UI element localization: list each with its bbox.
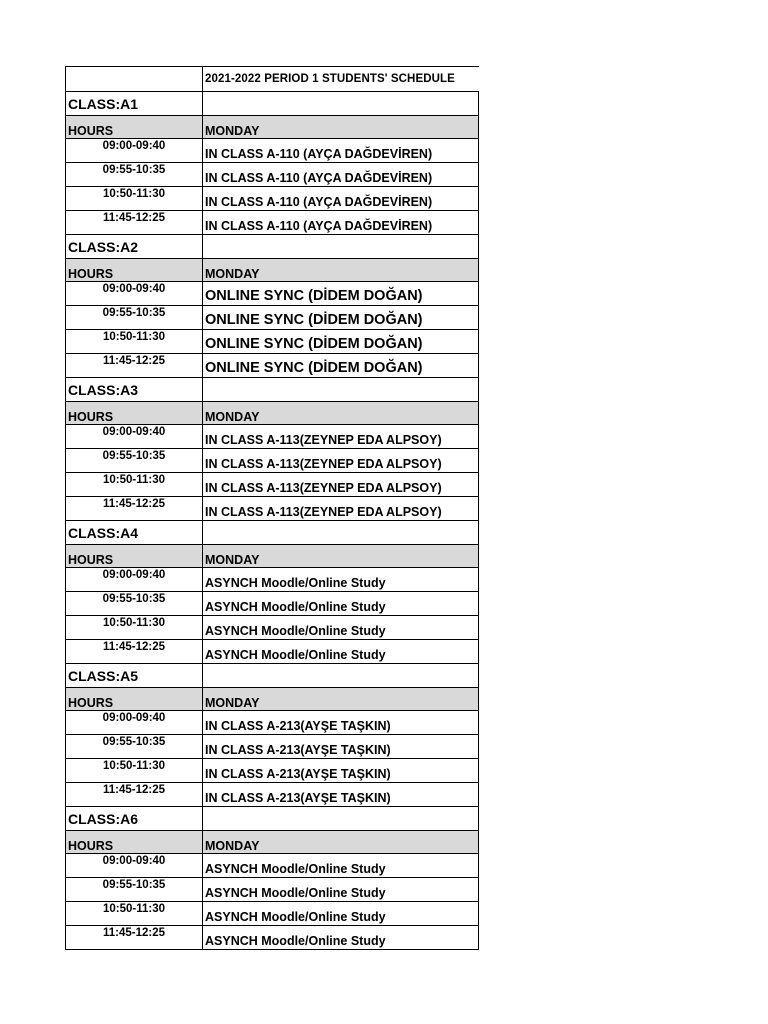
column-header-row (66, 116, 479, 139)
activity-cell: ONLINE SYNC (DİDEM DOĞAN) (203, 282, 479, 306)
activity-cell: ASYNCH Moodle/Online Study (203, 854, 479, 878)
day-header: MONDAY (203, 688, 479, 711)
table-row (66, 354, 479, 378)
table-row (66, 783, 479, 807)
activity-cell: IN CLASS A-113(ZEYNEP EDA ALPSOY) (203, 425, 479, 449)
hour-cell: 10:50-11:30 (66, 902, 203, 926)
table-row (66, 449, 479, 473)
table-row (66, 497, 479, 521)
class-label: CLASS:A2 (66, 235, 203, 259)
table-row (66, 187, 479, 211)
hour-cell: 09:55-10:35 (66, 306, 203, 330)
hour-cell: 09:00-09:40 (66, 711, 203, 735)
activity-cell: ASYNCH Moodle/Online Study (203, 640, 479, 664)
table-row (66, 759, 479, 783)
column-header-row (66, 831, 479, 854)
table-row (66, 902, 479, 926)
table-row (66, 926, 479, 950)
hour-cell: 11:45-12:25 (66, 783, 203, 807)
activity-cell: IN CLASS A-113(ZEYNEP EDA ALPSOY) (203, 497, 479, 521)
hours-header: HOURS (66, 116, 203, 139)
activity-cell: ASYNCH Moodle/Online Study (203, 592, 479, 616)
table-row (66, 640, 479, 664)
column-header-row (66, 545, 479, 568)
column-header-row (66, 259, 479, 282)
class-empty-cell (203, 92, 479, 116)
activity-cell: IN CLASS A-213(AYŞE TAŞKIN) (203, 711, 479, 735)
activity-cell: IN CLASS A-213(AYŞE TAŞKIN) (203, 735, 479, 759)
table-row (66, 163, 479, 187)
table-row (66, 878, 479, 902)
class-empty-cell (203, 521, 479, 545)
activity-cell: ONLINE SYNC (DİDEM DOĞAN) (203, 330, 479, 354)
hour-cell: 09:55-10:35 (66, 163, 203, 187)
activity-cell: ASYNCH Moodle/Online Study (203, 616, 479, 640)
class-label: CLASS:A5 (66, 664, 203, 688)
hour-cell: 09:55-10:35 (66, 878, 203, 902)
hours-header: HOURS (66, 831, 203, 854)
hour-cell: 11:45-12:25 (66, 926, 203, 950)
hour-cell: 11:45-12:25 (66, 640, 203, 664)
activity-cell: IN CLASS A-113(ZEYNEP EDA ALPSOY) (203, 449, 479, 473)
title-row (66, 67, 479, 92)
table-row (66, 473, 479, 497)
table-row (66, 306, 479, 330)
class-label: CLASS:A1 (66, 92, 203, 116)
hour-cell: 10:50-11:30 (66, 187, 203, 211)
activity-cell: ONLINE SYNC (DİDEM DOĞAN) (203, 354, 479, 378)
activity-cell: IN CLASS A-110 (AYÇA DAĞDEVİREN) (203, 187, 479, 211)
class-row (66, 378, 479, 402)
hour-cell: 11:45-12:25 (66, 211, 203, 235)
day-header: MONDAY (203, 545, 479, 568)
hour-cell: 09:00-09:40 (66, 854, 203, 878)
hour-cell: 10:50-11:30 (66, 330, 203, 354)
class-empty-cell (203, 807, 479, 831)
class-empty-cell (203, 378, 479, 402)
table-row (66, 568, 479, 592)
table-row (66, 735, 479, 759)
table-row (66, 139, 479, 163)
hours-header: HOURS (66, 545, 203, 568)
hour-cell: 09:00-09:40 (66, 425, 203, 449)
table-row (66, 425, 479, 449)
schedule-title: 2021-2022 PERIOD 1 STUDENTS' SCHEDULE (203, 67, 479, 92)
activity-cell: IN CLASS A-113(ZEYNEP EDA ALPSOY) (203, 473, 479, 497)
class-row (66, 92, 479, 116)
activity-cell: IN CLASS A-110 (AYÇA DAĞDEVİREN) (203, 211, 479, 235)
table-row (66, 711, 479, 735)
table-row (66, 592, 479, 616)
day-header: MONDAY (203, 259, 479, 282)
activity-cell: ASYNCH Moodle/Online Study (203, 926, 479, 950)
activity-cell: ASYNCH Moodle/Online Study (203, 902, 479, 926)
table-row (66, 211, 479, 235)
hour-cell: 10:50-11:30 (66, 473, 203, 497)
activity-cell: IN CLASS A-213(AYŞE TAŞKIN) (203, 759, 479, 783)
day-header: MONDAY (203, 831, 479, 854)
column-header-row (66, 402, 479, 425)
class-row (66, 521, 479, 545)
hour-cell: 09:55-10:35 (66, 735, 203, 759)
activity-cell: ONLINE SYNC (DİDEM DOĞAN) (203, 306, 479, 330)
class-label: CLASS:A4 (66, 521, 203, 545)
hour-cell: 10:50-11:30 (66, 759, 203, 783)
hour-cell: 11:45-12:25 (66, 354, 203, 378)
class-label: CLASS:A3 (66, 378, 203, 402)
hours-header: HOURS (66, 688, 203, 711)
table-row (66, 854, 479, 878)
hour-cell: 10:50-11:30 (66, 616, 203, 640)
activity-cell: ASYNCH Moodle/Online Study (203, 568, 479, 592)
activity-cell: IN CLASS A-110 (AYÇA DAĞDEVİREN) (203, 139, 479, 163)
class-row (66, 664, 479, 688)
column-header-row (66, 688, 479, 711)
hour-cell: 09:55-10:35 (66, 592, 203, 616)
class-row (66, 235, 479, 259)
table-row (66, 330, 479, 354)
hours-header: HOURS (66, 259, 203, 282)
class-label: CLASS:A6 (66, 807, 203, 831)
hour-cell: 09:00-09:40 (66, 139, 203, 163)
hour-cell: 11:45-12:25 (66, 497, 203, 521)
day-header: MONDAY (203, 116, 479, 139)
activity-cell: IN CLASS A-213(AYŞE TAŞKIN) (203, 783, 479, 807)
table-row (66, 282, 479, 306)
hour-cell: 09:00-09:40 (66, 282, 203, 306)
activity-cell: ASYNCH Moodle/Online Study (203, 878, 479, 902)
hour-cell: 09:55-10:35 (66, 449, 203, 473)
hours-header: HOURS (66, 402, 203, 425)
class-row (66, 807, 479, 831)
hour-cell: 09:00-09:40 (66, 568, 203, 592)
day-header: MONDAY (203, 402, 479, 425)
activity-cell: IN CLASS A-110 (AYÇA DAĞDEVİREN) (203, 163, 479, 187)
table-row (66, 616, 479, 640)
schedule-table (65, 66, 479, 950)
title-spacer-cell (66, 67, 203, 92)
class-empty-cell (203, 235, 479, 259)
class-empty-cell (203, 664, 479, 688)
